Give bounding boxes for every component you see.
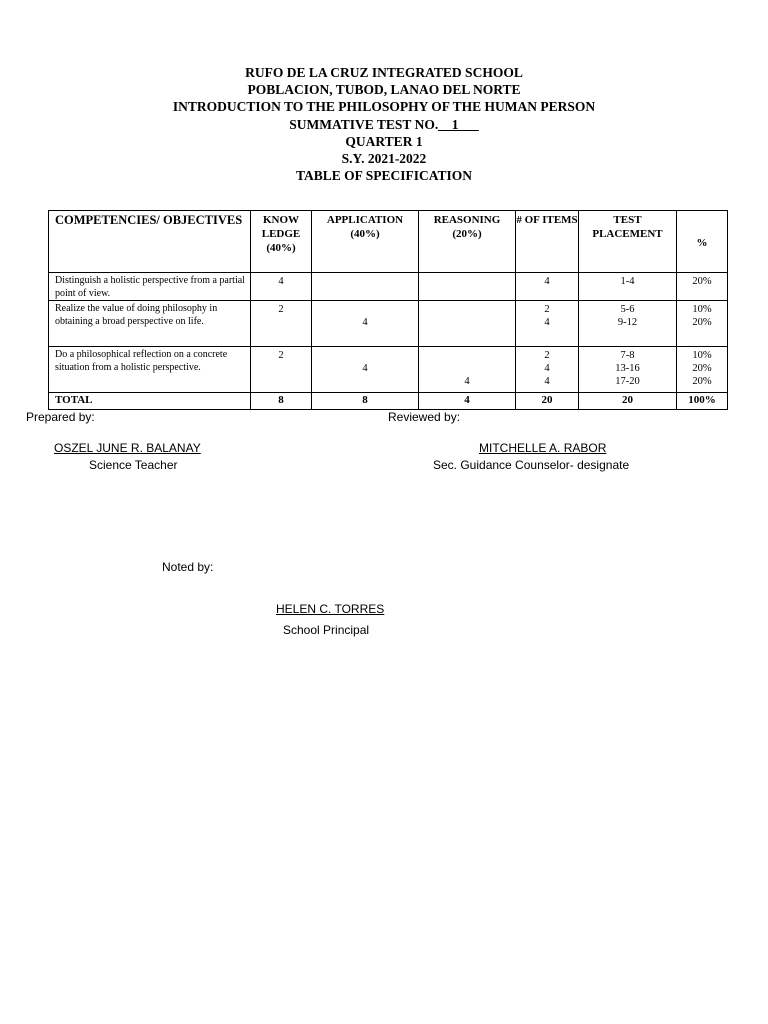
reasoning-value: 4: [464, 376, 470, 387]
table-row: [49, 273, 728, 301]
quarter: QUARTER 1: [345, 133, 423, 149]
application-cell: [312, 273, 419, 301]
test-number-line: [0, 116, 768, 133]
school-address: POBLACION, TUBOD, LANAO DEL NORTE: [247, 82, 521, 98]
total-percent: 100%: [677, 393, 728, 410]
header-reasoning: REASONING (20%): [419, 211, 516, 273]
percent-cell: [677, 347, 728, 393]
header-placement: TEST PLACEMENT: [579, 211, 677, 273]
items-value: 4: [544, 376, 550, 387]
placement-value: 13-16: [615, 363, 640, 374]
percent-cell: [677, 301, 728, 347]
placement-value: 17-20: [615, 376, 640, 387]
application-cell: [312, 301, 419, 347]
preparer-name: OSZEL JUNE R. BALANAY: [54, 441, 201, 455]
placement-cell: [579, 273, 677, 301]
competency-cell: Distinguish a holistic perspective from a partial point of view.: [49, 273, 251, 301]
placement-cell: [579, 301, 677, 347]
specification-table: [48, 210, 728, 410]
knowledge-value: 2: [278, 350, 284, 361]
items-cell: [516, 273, 579, 301]
principal-title: School Principal: [283, 623, 370, 637]
knowledge-cell: [251, 347, 312, 393]
document-title: TABLE OF SPECIFICATION: [295, 168, 473, 184]
placement-value: 5-6: [620, 304, 635, 315]
test-number-value: __1___: [438, 116, 479, 132]
total-reasoning: 4: [419, 393, 516, 410]
total-placement: 20: [579, 393, 677, 410]
percent-value: 20%: [692, 276, 712, 287]
table-total-row: [49, 393, 728, 410]
prepared-by-label: Prepared by:: [26, 410, 95, 424]
items-value: 2: [544, 350, 550, 361]
total-items: 20: [516, 393, 579, 410]
school-year: S.Y. 2021-2022: [341, 151, 427, 167]
application-value: 4: [362, 363, 368, 374]
subject-title: INTRODUCTION TO THE PHILOSOPHY OF THE HUMAN PERSON: [172, 99, 596, 115]
placement-cell: [579, 347, 677, 393]
noted-by-label: Noted by:: [162, 560, 214, 574]
header-application: APPLICATION (40%): [312, 211, 419, 273]
table-row: [49, 301, 728, 347]
items-value: 4: [544, 317, 550, 328]
percent-cell: [677, 273, 728, 301]
percent-value: 20%: [692, 363, 712, 374]
items-cell: [516, 347, 579, 393]
percent-value: 10%: [692, 304, 712, 315]
items-cell: [516, 301, 579, 347]
percent-value: 10%: [692, 350, 712, 361]
competency-cell: Realize the value of doing philosophy in obtaining a broad perspective on life.: [49, 301, 251, 347]
application-value: 4: [362, 317, 368, 328]
competency-cell: Do a philosophical reflection on a concrete situation from a holistic perspective.: [49, 347, 251, 393]
reasoning-cell: [419, 347, 516, 393]
table-row: [49, 347, 728, 393]
reasoning-cell: [419, 273, 516, 301]
table-header-row: [49, 211, 728, 273]
reviewer-title: Sec. Guidance Counselor- designate: [433, 458, 630, 472]
percent-value: 20%: [692, 317, 712, 328]
header-items: # OF ITEMS: [516, 211, 579, 273]
reviewer-name: MITCHELLE A. RABOR: [479, 441, 607, 455]
knowledge-value: 2: [278, 304, 284, 315]
reasoning-cell: [419, 301, 516, 347]
document-header: [0, 64, 768, 184]
placement-value: 9-12: [617, 317, 638, 328]
items-value: 2: [544, 304, 550, 315]
total-application: 8: [312, 393, 419, 410]
preparer-title: Science Teacher: [89, 458, 178, 472]
header-percent: %: [677, 211, 728, 273]
test-number-label: SUMMATIVE TEST NO.: [289, 116, 439, 132]
total-knowledge: 8: [251, 393, 312, 410]
total-label: TOTAL: [49, 393, 251, 410]
school-name: RUFO DE LA CRUZ INTEGRATED SCHOOL: [245, 65, 523, 80]
knowledge-cell: [251, 301, 312, 347]
placement-value: 7-8: [620, 350, 635, 361]
header-competencies: COMPETENCIES/ OBJECTIVES: [49, 211, 251, 273]
items-value: 4: [544, 363, 550, 374]
placement-value: 1-4: [620, 276, 635, 287]
application-cell: [312, 347, 419, 393]
reviewed-by-label: Reviewed by:: [388, 410, 461, 424]
principal-name: HELEN C. TORRES: [276, 602, 385, 616]
items-value: 4: [544, 276, 550, 287]
knowledge-cell: 4: [251, 273, 312, 301]
percent-value: 20%: [692, 376, 712, 387]
header-knowledge: KNOW LEDGE (40%): [251, 211, 312, 273]
